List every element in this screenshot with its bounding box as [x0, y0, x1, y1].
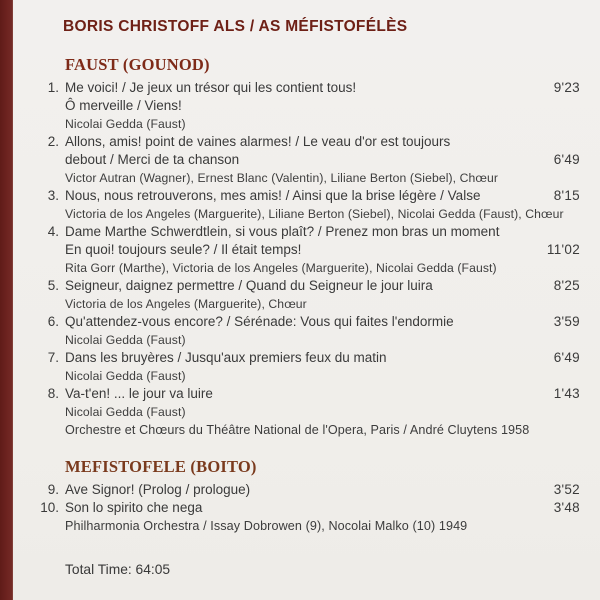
track-time: 3'59 — [553, 314, 580, 329]
track-time: 8'25 — [553, 278, 580, 293]
track-time: 6'49 — [553, 350, 580, 365]
track-row — [24, 349, 580, 385]
track-title-continued: Ô merveille / Viens! — [65, 98, 182, 113]
track-row — [24, 79, 580, 133]
track-title-line — [24, 241, 580, 259]
track-title-line — [24, 277, 580, 295]
track-number: 6. — [47, 314, 59, 329]
track-row — [24, 223, 580, 277]
track-number: 7. — [47, 350, 59, 365]
track-credits: Nicolai Gedda (Faust) — [65, 117, 186, 131]
track-credits-line — [24, 169, 580, 187]
track-number: 8. — [47, 386, 59, 401]
track-number: 1. — [47, 80, 59, 95]
section-header: MEFISTOFELE (BOITO) — [65, 457, 257, 476]
track-title: Son lo spirito che nega — [65, 500, 203, 515]
track-number: 3. — [47, 188, 59, 203]
track-title: Dans les bruyères / Jusqu'aux premiers feux du matin — [65, 350, 387, 365]
track-time: 11'02 — [546, 242, 580, 257]
track-credits-line — [24, 115, 580, 133]
track-title: Ave Signor! (Prolog / prologue) — [65, 482, 251, 497]
track-title-line — [24, 349, 580, 367]
track-time: 9'23 — [553, 80, 580, 95]
track-title-line — [24, 187, 580, 205]
left-border-strip — [0, 0, 13, 600]
track-title: Dame Marthe Schwerdtlein, si vous plaît? / Prenez mon bras un moment — [65, 224, 500, 239]
section-footer-orchestra: Orchestre et Chœurs du Théâtre National de l'Opera, Paris / André Cluytens 1958 — [65, 423, 530, 437]
track-time: 1'43 — [553, 386, 580, 401]
track-credits: Victoria de los Angeles (Marguerite), Chœur — [65, 297, 307, 311]
track-title-line — [24, 151, 580, 169]
track-title: Qu'attendez-vous encore? / Sérénade: Vous qui faites l'endormie — [65, 314, 454, 329]
track-number: 9. — [47, 482, 59, 497]
track-credits-line — [24, 403, 580, 421]
track-title-line — [24, 223, 580, 241]
section-mefistofele — [24, 457, 580, 535]
track-time: 3'52 — [553, 482, 580, 497]
track-row — [24, 481, 580, 499]
album-title: BORIS CHRISTOFF ALS / AS MÉFISTOFÉLÈS — [63, 18, 408, 35]
track-time: 6'49 — [553, 152, 580, 167]
track-row — [24, 133, 580, 187]
track-title: Me voici! / Je jeux un trésor qui les contient tous! — [65, 80, 357, 95]
track-row — [24, 385, 580, 421]
track-row — [24, 277, 580, 313]
track-title-line — [24, 481, 580, 499]
track-title-line — [24, 133, 580, 151]
track-credits: Nicolai Gedda (Faust) — [65, 369, 186, 383]
track-title-line — [24, 313, 580, 331]
track-credits-line — [24, 205, 580, 223]
track-number: 10. — [40, 500, 59, 515]
track-title-continued: debout / Merci de ta chanson — [65, 152, 240, 167]
track-credits: Nicolai Gedda (Faust) — [65, 333, 186, 347]
track-row — [24, 499, 580, 517]
track-row — [24, 313, 580, 349]
track-title-line — [24, 385, 580, 403]
track-credits-line — [24, 331, 580, 349]
track-credits: Rita Gorr (Marthe), Victoria de los Angeles (Marguerite), Nicolai Gedda (Faust) — [65, 261, 497, 275]
track-number: 5. — [47, 278, 59, 293]
track-number: 2. — [47, 134, 59, 149]
section-header: FAUST (GOUNOD) — [65, 55, 210, 74]
total-time: Total Time: 64:05 — [65, 562, 171, 577]
track-title-line — [24, 97, 580, 115]
track-credits: Victor Autran (Wagner), Ernest Blanc (Valentin), Liliane Berton (Siebel), Chœur — [65, 171, 499, 185]
track-title: Nous, nous retrouverons, mes amis! / Ainsi que la brise légère / Valse — [65, 188, 481, 203]
track-credits: Nicolai Gedda (Faust) — [65, 405, 186, 419]
track-row — [24, 187, 580, 223]
track-title-line — [24, 79, 580, 97]
track-title: Allons, amis! point de vaines alarmes! / Le veau d'or est toujours — [65, 134, 451, 149]
track-credits-line — [24, 367, 580, 385]
track-time: 8'15 — [553, 188, 580, 203]
track-credits: Victoria de los Angeles (Marguerite), Liliane Berton (Siebel), Nicolai Gedda (Faust), Chœur — [65, 207, 564, 221]
track-title: Va-t'en! ... le jour va luire — [65, 386, 213, 401]
track-credits-line — [24, 295, 580, 313]
section-footer-orchestra: Philharmonia Orchestra / Issay Dobrowen (9), Nocolai Malko (10) 1949 — [65, 519, 468, 533]
track-number: 4. — [47, 224, 59, 239]
track-credits-line — [24, 259, 580, 277]
track-title-line — [24, 499, 580, 517]
track-time: 3'48 — [553, 500, 580, 515]
tracklist-content — [13, 0, 600, 579]
section-faust — [24, 55, 580, 439]
track-title: Seigneur, daignez permettre / Quand du Seigneur le jour luira — [65, 278, 433, 293]
track-title-continued: En quoi! toujours seule? / Il était temps! — [65, 242, 302, 257]
